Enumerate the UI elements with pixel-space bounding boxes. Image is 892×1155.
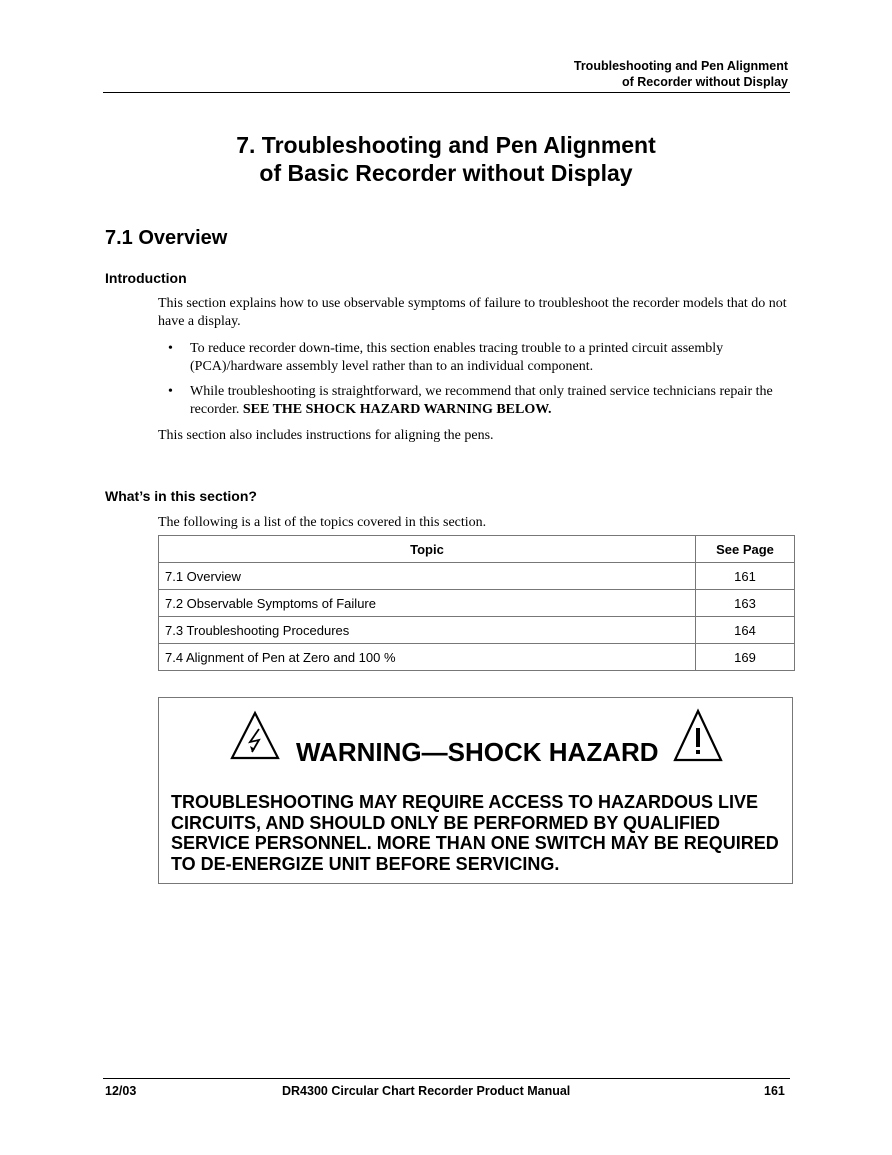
page-cell: 161 xyxy=(696,563,795,590)
bullet-item-2-bold: SEE THE SHOCK HAZARD WARNING BELOW. xyxy=(242,402,552,417)
footer-page-number: 161 xyxy=(764,1084,785,1098)
topic-cell: 7.2 Observable Symptoms of Failure xyxy=(159,590,696,617)
whats-in-heading: What’s in this section? xyxy=(105,488,257,504)
exclamation-warning-icon xyxy=(672,708,724,764)
section-title: 7.1 Overview xyxy=(105,227,228,249)
table-row xyxy=(159,563,795,590)
running-header-line2: of Recorder without Display xyxy=(622,75,788,89)
table-row xyxy=(159,644,795,671)
introduction-closing: This section also includes instructions for aligning the pens. xyxy=(158,428,494,443)
bullet-dot-1: • xyxy=(168,341,173,356)
table-row xyxy=(159,617,795,644)
bullet-item-1: To reduce recorder down-time, this section enables tracing trouble to a printed circuit assembly (PCA)/hardware assembly level rather than to an individual component. xyxy=(190,341,724,374)
header-rule xyxy=(103,92,790,93)
column-header-page: See Page xyxy=(696,536,795,563)
warning-title: WARNING—SHOCK HAZARD xyxy=(296,737,659,767)
column-header-topic: Topic xyxy=(159,536,696,563)
running-header-line1: Troubleshooting and Pen Alignment xyxy=(573,59,788,73)
warning-body: TROUBLESHOOTING MAY REQUIRE ACCESS TO HAZARDOUS LIVE CIRCUITS, AND SHOULD ONLY BE PERFORMED BY QUALIFIED SERVICE PERSONNEL. MORE THAN ONE SWITCH MAY BE REQUIRED TO DE-ENERGIZE UNIT BEFORE SERVICING. xyxy=(171,792,779,874)
page-cell: 164 xyxy=(696,617,795,644)
topic-cell: 7.4 Alignment of Pen at Zero and 100 % xyxy=(159,644,696,671)
bullet-dot-2: • xyxy=(168,384,173,399)
bullet-item-2-text: While troubleshooting is straightforward, we recommend that only trained service technicians repair the recorder. xyxy=(190,384,773,417)
shock-hazard-icon xyxy=(229,710,281,762)
introduction-heading: Introduction xyxy=(105,270,187,286)
bullet-item-2 xyxy=(190,383,790,419)
running-header xyxy=(574,58,788,90)
chapter-title-line2: of Basic Recorder without Display xyxy=(259,160,633,186)
whats-in-intro: The following is a list of the topics covered in this section. xyxy=(158,515,487,530)
footer-date: 12/03 xyxy=(105,1084,137,1098)
footer-title: DR4300 Circular Chart Recorder Product Manual xyxy=(282,1084,571,1098)
table-header-row xyxy=(159,536,795,563)
introduction-paragraph: This section explains how to use observable symptoms of failure to troubleshoot the recorder models that do not have a display. xyxy=(158,296,787,329)
footer-rule xyxy=(103,1078,790,1079)
chapter-title-line1: 7. Troubleshooting and Pen Alignment xyxy=(236,132,656,158)
topic-cell: 7.1 Overview xyxy=(159,563,696,590)
topic-cell: 7.3 Troubleshooting Procedures xyxy=(159,617,696,644)
page-cell: 169 xyxy=(696,644,795,671)
topics-table xyxy=(158,535,795,671)
chapter-title xyxy=(100,131,792,187)
page-cell: 163 xyxy=(696,590,795,617)
table-row xyxy=(159,590,795,617)
